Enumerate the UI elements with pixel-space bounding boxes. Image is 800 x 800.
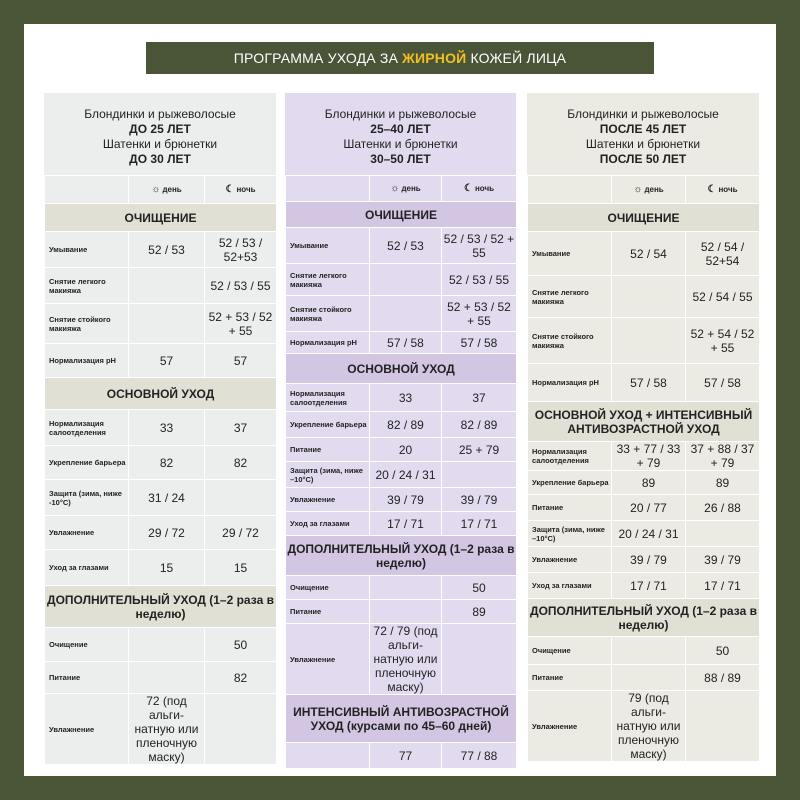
row-label: Увлажнение — [528, 547, 612, 573]
day-value: 77 — [370, 743, 442, 769]
day-value: 20 / 24 / 31 — [612, 521, 686, 547]
night-value: 52 / 53 / 55 — [442, 264, 517, 296]
night-value: 52 / 53 / 52 + 55 — [442, 228, 517, 264]
section-title: ОСНОВНОЙ УХОД + ИНТЕНСИВНЫЙ АНТИВОЗРАСТНОЙ УХОД — [528, 402, 760, 442]
header-age-1: 25–40 ЛЕТ — [370, 122, 431, 136]
row-label: Уход за глазами — [286, 512, 370, 536]
title-highlight: ЖИРНОЙ — [402, 50, 467, 66]
row-label: Укрепление барьера — [286, 412, 370, 438]
night-value: 25 + 79 — [442, 438, 517, 462]
day-value: 20 / 77 — [612, 495, 686, 521]
header-line-2: Шатенки и брюнетки — [102, 137, 218, 151]
night-value: 57 / 58 — [442, 332, 517, 354]
row-label — [286, 743, 370, 769]
day-value: 31 / 24 — [129, 480, 205, 516]
day-value: 39 / 79 — [612, 547, 686, 573]
night-value — [442, 462, 517, 488]
section-title: ОЧИЩЕНИЕ — [45, 204, 277, 232]
day-value: 15 — [129, 550, 205, 586]
column-header — [44, 107, 276, 167]
row-label: Увлажнение — [286, 488, 370, 512]
night-value: 57 — [205, 344, 277, 378]
header-age-2: ПОСЛЕ 50 ЛЕТ — [599, 152, 687, 166]
row-label: Снятие стойкого макияжа — [286, 296, 370, 332]
night-value: 39 / 79 — [686, 547, 760, 573]
row-label: Очищение — [528, 637, 612, 665]
day-value: 82 / 89 — [370, 412, 442, 438]
night-value: 37 + 88 / 37 + 79 — [686, 442, 760, 471]
header-line-2: Шатенки и брюнетки — [343, 137, 458, 151]
column-25-40 — [285, 93, 516, 765]
night-value — [205, 694, 277, 765]
section-title: ДОПОЛНИТЕЛЬНЫЙ УХОД (1–2 раза в неделю) — [286, 536, 517, 576]
row-label: Нормализация салоотделения — [45, 410, 129, 446]
row-label: Защита (зима, ниже –10°С) — [528, 521, 612, 547]
row-label: Защита (зима, ниже -10°С) — [45, 480, 129, 516]
night-value: 82 — [205, 662, 277, 694]
row-label: Нормализация салоотделения — [528, 442, 612, 471]
row-label: Увлажнение — [286, 624, 370, 695]
night-value: 57 / 58 — [686, 364, 760, 402]
day-value: 29 / 72 — [129, 516, 205, 550]
column-header — [527, 107, 759, 167]
row-label: Уход за глазами — [528, 573, 612, 599]
row-label: Очищение — [286, 576, 370, 600]
care-table — [285, 175, 517, 769]
section-title: ИНТЕНСИВНЫЙ АНТИВОЗРАСТНОЙ УХОД (курсами по 45–60 дней) — [286, 695, 517, 743]
night-value: 17 / 71 — [442, 512, 517, 536]
row-label: Нормализация pH — [45, 344, 129, 378]
row-label: Нормализация pH — [286, 332, 370, 354]
day-value — [129, 304, 205, 344]
night-value: 82 / 89 — [442, 412, 517, 438]
day-value: 82 — [129, 446, 205, 480]
night-value: 52 / 54 / 52+54 — [686, 232, 760, 276]
row-label: Питание — [528, 665, 612, 691]
day-value: 52 / 53 — [129, 232, 205, 268]
night-value: 52 / 54 / 55 — [686, 276, 760, 318]
night-header: ☾ ночь — [686, 176, 760, 204]
section-title: ДОПОЛНИТЕЛЬНЫЙ УХОД (1–2 раза в неделю) — [528, 599, 760, 637]
day-value — [612, 665, 686, 691]
row-label: Питание — [45, 662, 129, 694]
day-value: 20 — [370, 438, 442, 462]
section-title: ОЧИЩЕНИЕ — [528, 204, 760, 232]
row-label: Умывание — [286, 228, 370, 264]
row-label: Нормализация pH — [528, 364, 612, 402]
sun-icon: ☼ — [151, 184, 161, 195]
night-value: 37 — [442, 384, 517, 412]
page-title — [146, 42, 654, 74]
day-value — [370, 296, 442, 332]
night-header: ☾ ночь — [442, 176, 517, 202]
row-label: Увлажнение — [45, 516, 129, 550]
day-header: ☼ день — [129, 176, 205, 204]
day-value: 20 / 24 / 31 — [370, 462, 442, 488]
night-value: 26 / 88 — [686, 495, 760, 521]
day-value — [129, 662, 205, 694]
column-under-25 — [44, 93, 276, 764]
header-line-1: Блондинки и рыжеволосые — [567, 107, 719, 121]
day-value: 79 (под альги-натную или пленочную маску) — [612, 691, 686, 762]
header-age-1: ПОСЛЕ 45 ЛЕТ — [599, 122, 687, 136]
night-value: 50 — [686, 637, 760, 665]
night-value: 15 — [205, 550, 277, 586]
night-value — [442, 624, 517, 695]
day-value: 72 (под альги-натную или пленочную маску) — [129, 694, 205, 765]
day-value — [612, 637, 686, 665]
night-value: 52 + 53 / 52 + 55 — [205, 304, 277, 344]
row-label: Очищение — [45, 628, 129, 662]
day-value: 33 — [370, 384, 442, 412]
care-table — [527, 175, 760, 762]
day-value — [612, 276, 686, 318]
night-value: 89 — [686, 471, 760, 495]
day-header: ☼ день — [612, 176, 686, 204]
row-label: Укрепление барьера — [45, 446, 129, 480]
day-value: 72 / 79 (под альги-натную или пленочную маску) — [370, 624, 442, 695]
day-value — [612, 318, 686, 364]
moon-icon: ☾ — [463, 183, 473, 194]
day-value — [129, 268, 205, 304]
section-title: ОЧИЩЕНИЕ — [286, 202, 517, 228]
night-value — [205, 480, 277, 516]
night-value: 88 / 89 — [686, 665, 760, 691]
moon-icon: ☾ — [225, 184, 235, 195]
night-value — [686, 691, 760, 762]
night-value: 29 / 72 — [205, 516, 277, 550]
day-value: 17 / 71 — [370, 512, 442, 536]
night-value: 52 / 53 / 55 — [205, 268, 277, 304]
row-label: Уход за глазами — [45, 550, 129, 586]
day-value: 57 — [129, 344, 205, 378]
sun-icon: ☼ — [633, 184, 643, 195]
header-age-1: ДО 25 ЛЕТ — [129, 122, 191, 136]
day-value — [370, 576, 442, 600]
day-value: 33 — [129, 410, 205, 446]
row-label: Питание — [286, 438, 370, 462]
row-label: Увлажнение — [45, 694, 129, 765]
row-label: Снятие легкого макияжа — [528, 276, 612, 318]
header-line-1: Блондинки и рыжеволосые — [324, 107, 477, 121]
day-value: 57 / 58 — [370, 332, 442, 354]
night-value: 52 + 53 / 52 + 55 — [442, 296, 517, 332]
night-value: 82 — [205, 446, 277, 480]
night-value — [686, 521, 760, 547]
day-value — [370, 600, 442, 624]
night-value: 77 / 88 — [442, 743, 517, 769]
column-header — [285, 107, 516, 167]
row-label: Питание — [528, 495, 612, 521]
day-value — [370, 264, 442, 296]
sun-icon: ☼ — [390, 183, 400, 194]
night-value: 39 / 79 — [442, 488, 517, 512]
row-label: Нормализация салоотделения — [286, 384, 370, 412]
header-line-1: Блондинки и рыжеволосые — [84, 107, 236, 121]
row-label: Снятие стойкого макияжа — [528, 318, 612, 364]
night-value: 52 / 53 / 52+53 — [205, 232, 277, 268]
care-table — [44, 175, 277, 765]
day-value: 52 / 53 — [370, 228, 442, 264]
day-value: 52 / 54 — [612, 232, 686, 276]
title-part-2: КОЖЕЙ ЛИЦА — [470, 50, 567, 66]
day-value — [129, 628, 205, 662]
day-header: ☼ день — [370, 176, 442, 202]
moon-icon: ☾ — [707, 184, 717, 195]
night-value: 50 — [205, 628, 277, 662]
day-value: 33 + 77 / 33 + 79 — [612, 442, 686, 471]
night-value: 37 — [205, 410, 277, 446]
row-label: Снятие легкого макияжа — [286, 264, 370, 296]
header-age-2: 30–50 ЛЕТ — [370, 152, 431, 166]
day-value: 57 / 58 — [612, 364, 686, 402]
row-label: Питание — [286, 600, 370, 624]
title-part-1: ПРОГРАММА УХОДА ЗА — [233, 50, 399, 66]
row-label: Снятие стойкого макияжа — [45, 304, 129, 344]
row-label: Снятие легкого макияжа — [45, 268, 129, 304]
day-value: 89 — [612, 471, 686, 495]
row-label: Укрепление барьера — [528, 471, 612, 495]
header-line-2: Шатенки и брюнетки — [585, 137, 701, 151]
day-value: 17 / 71 — [612, 573, 686, 599]
row-label: Увлажнение — [528, 691, 612, 762]
section-title: ОСНОВНОЙ УХОД — [286, 354, 517, 384]
day-value: 39 / 79 — [370, 488, 442, 512]
section-title: ДОПОЛНИТЕЛЬНЫЙ УХОД (1–2 раза в неделю) — [45, 586, 277, 628]
night-value: 17 / 71 — [686, 573, 760, 599]
night-header: ☾ ночь — [205, 176, 277, 204]
night-value: 52 + 54 / 52 + 55 — [686, 318, 760, 364]
row-label: Умывание — [45, 232, 129, 268]
row-label: Защита (зима, ниже –10°С) — [286, 462, 370, 488]
night-value: 50 — [442, 576, 517, 600]
section-title: ОСНОВНОЙ УХОД — [45, 378, 277, 410]
column-over-45 — [527, 93, 759, 761]
row-label: Умывание — [528, 232, 612, 276]
header-age-2: ДО 30 ЛЕТ — [129, 152, 191, 166]
night-value: 89 — [442, 600, 517, 624]
